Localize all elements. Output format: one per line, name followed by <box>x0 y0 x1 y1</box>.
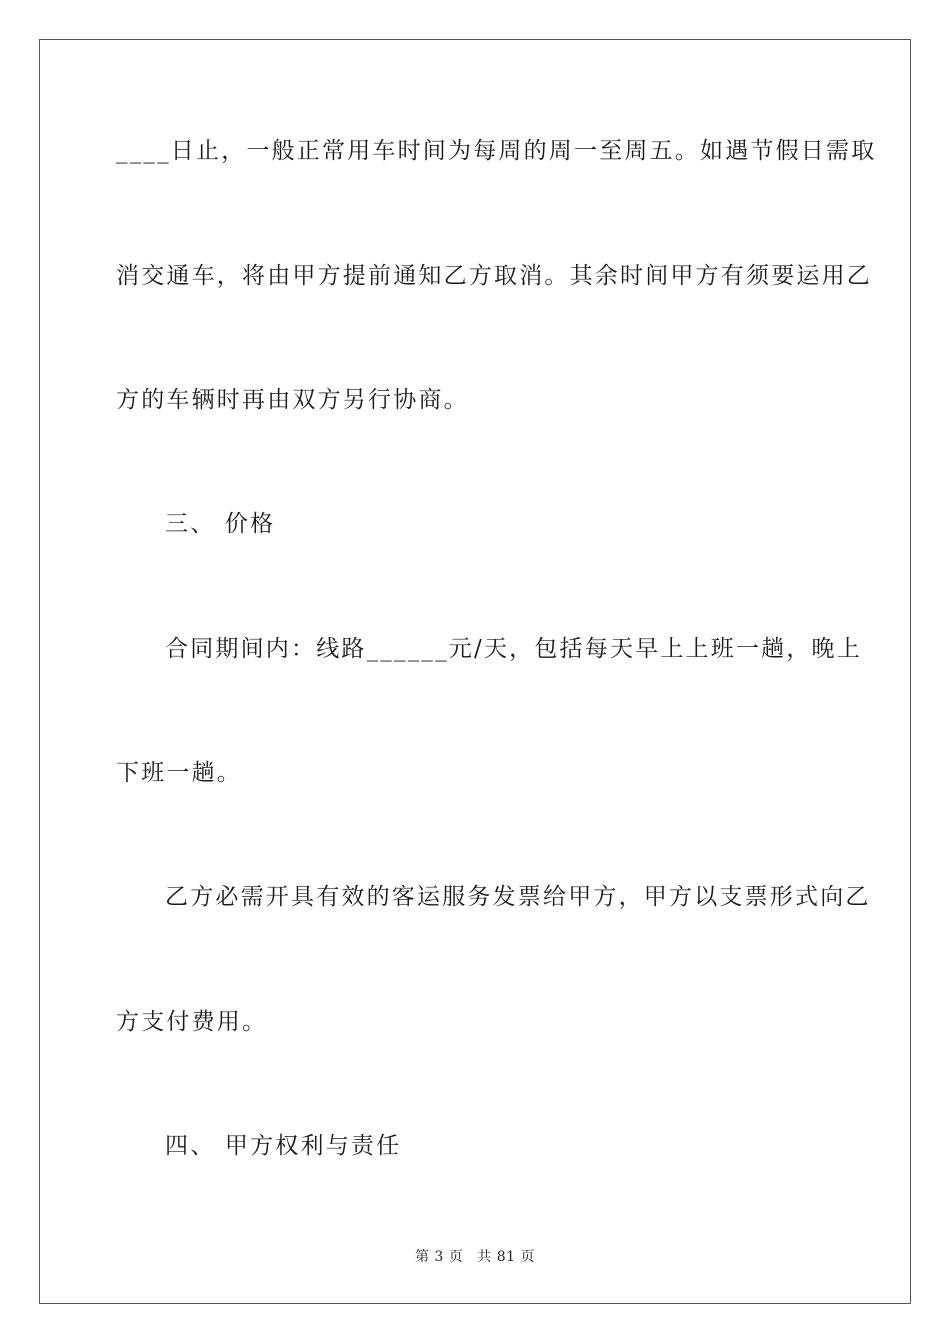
paragraph-line: ____日止，一般正常用车时间为每周的周一至周五。如遇节假日需取 <box>116 138 877 164</box>
paragraph-line: 方的车辆时再由双方另行协商。 <box>116 387 469 413</box>
section-heading-party-a: 四、 甲方权利与责任 <box>165 1133 402 1159</box>
paragraph-line: 合同期间内：线路______元/天，包括每天早上上班一趟，晚上 <box>165 636 862 662</box>
paragraph-line: 消交通车，将由甲方提前通知乙方取消。其余时间甲方有须要运用乙 <box>116 263 872 289</box>
page-number: 第 3 页 <box>414 1249 464 1265</box>
paragraph-line: 方支付费用。 <box>116 1009 268 1035</box>
page-footer <box>0 1246 950 1266</box>
paragraph-line: 下班一趟。 <box>116 760 242 786</box>
paragraph-line: 乙方必需开具有效的客运服务发票给甲方，甲方以支票形式向乙 <box>165 884 871 910</box>
section-heading-price: 三、 价格 <box>165 511 276 537</box>
total-pages: 共 81 页 <box>477 1249 536 1265</box>
page-border <box>39 39 911 1304</box>
